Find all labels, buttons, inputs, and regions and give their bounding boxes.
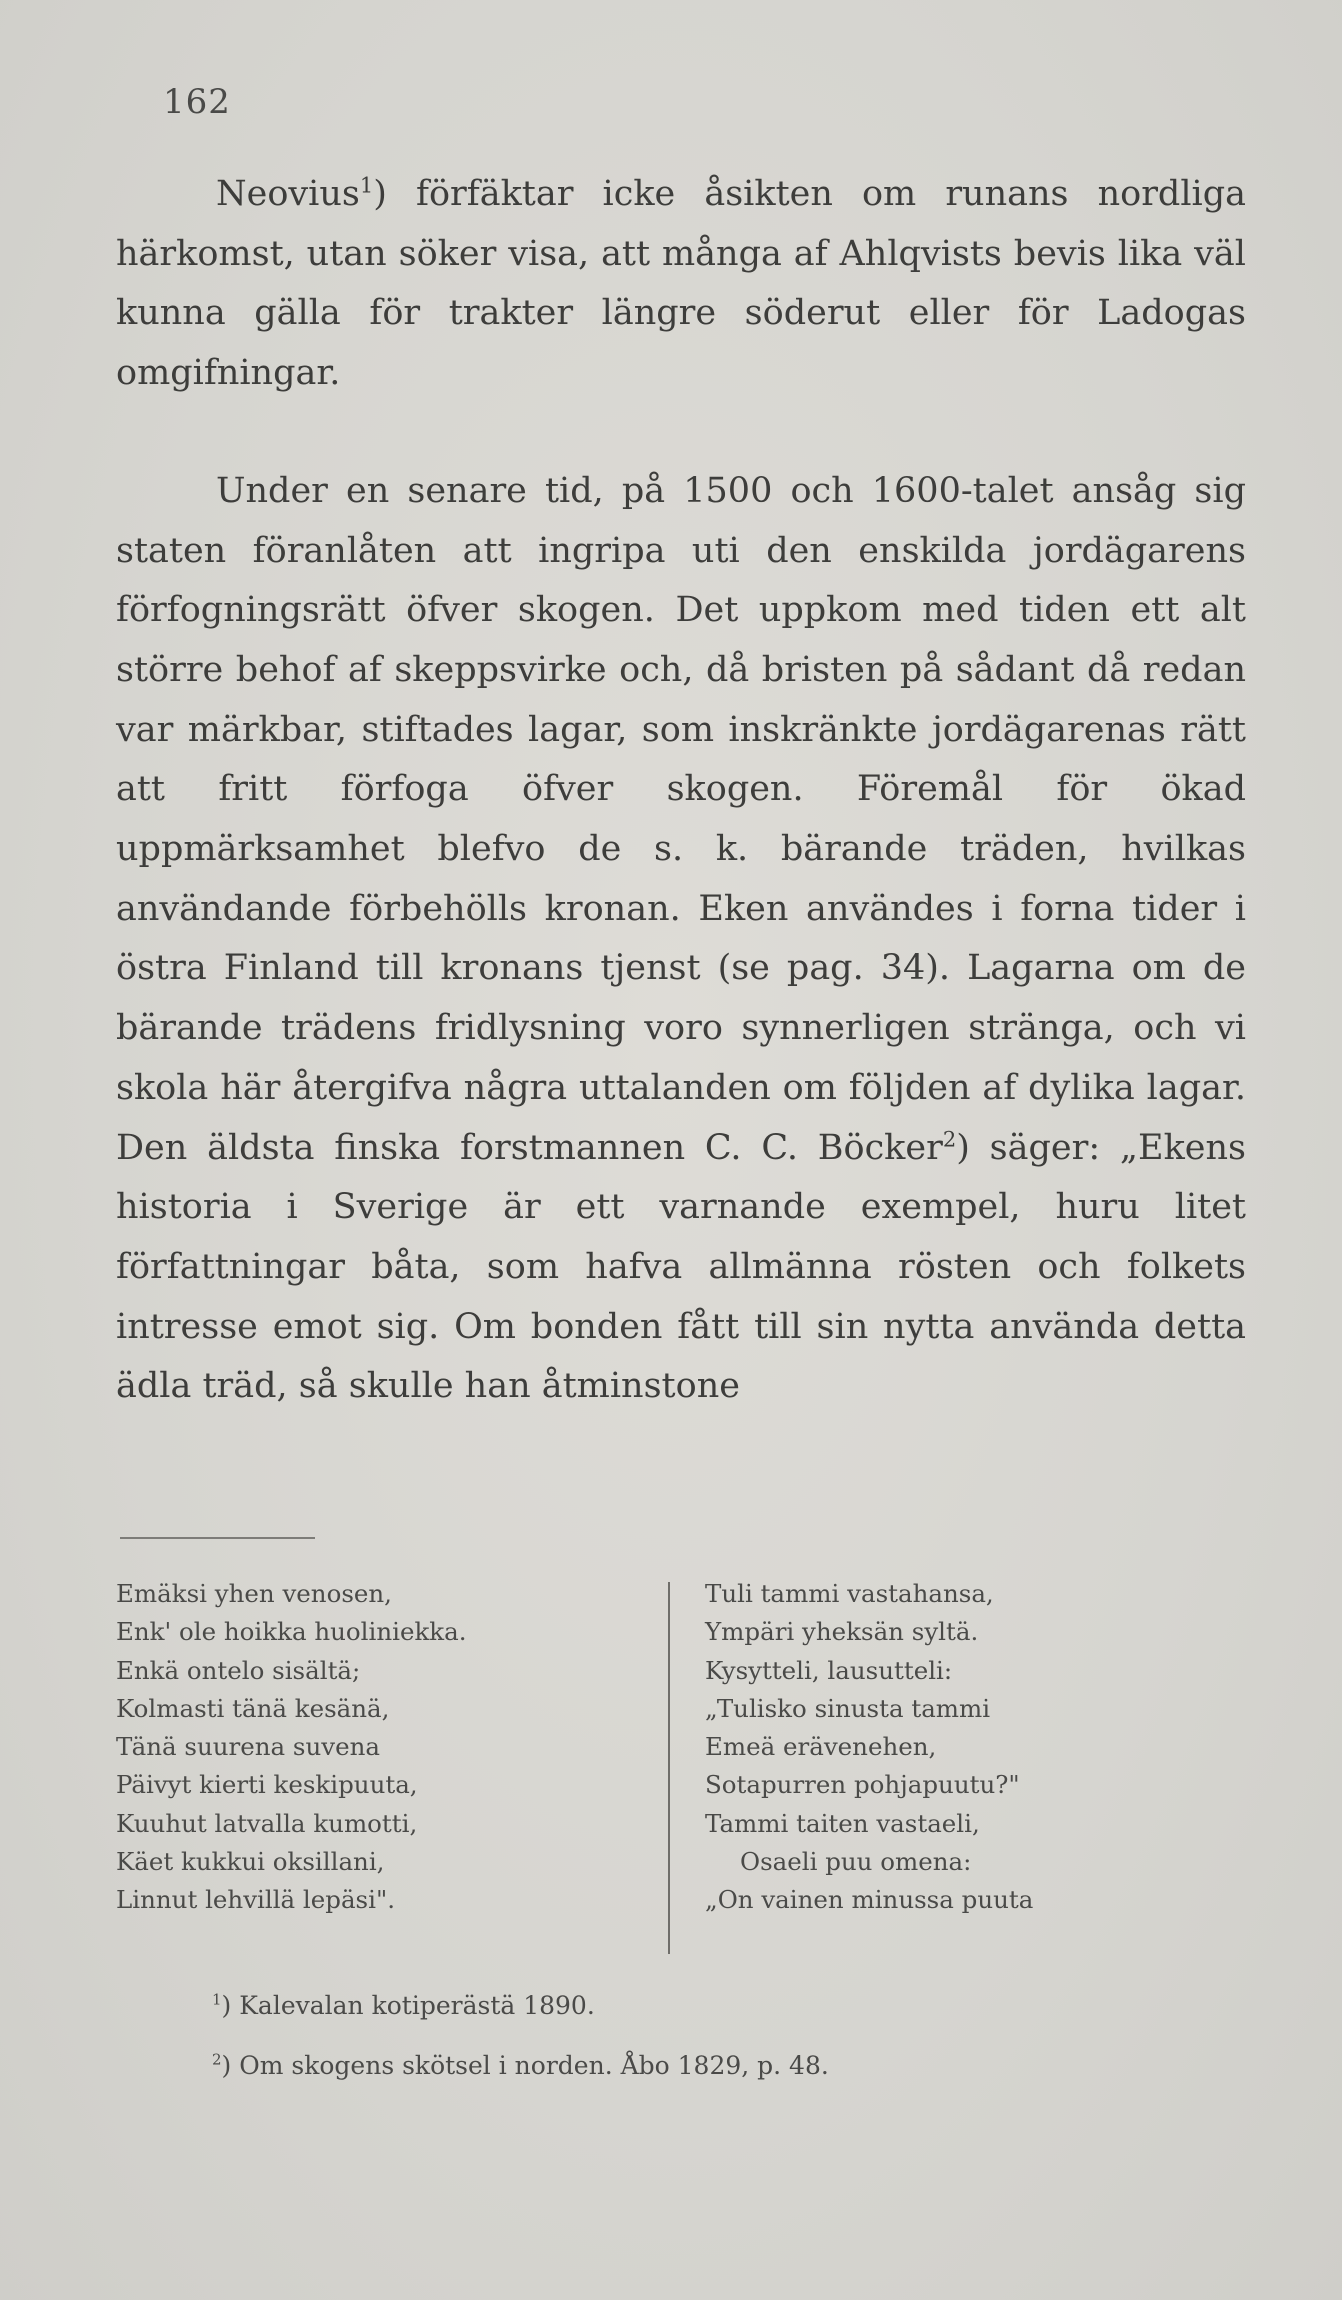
poem-line: Kysytteli, lausutteli:	[705, 1655, 953, 1685]
poem-line: „Tulisko sinusta tammi	[705, 1693, 991, 1723]
poem-line: Emeä erävenehen,	[705, 1732, 937, 1762]
paragraph-2	[116, 462, 1246, 1417]
poem-column-right	[705, 1575, 1265, 1920]
footnote-mark: 2	[212, 2050, 222, 2069]
paragraph-2-text-a: Under en senare tid, på 1500 och 1600-talet ansåg sig staten föranlåten att ingripa uti den enskilda jordägarens förfogningsrätt öfver skogen. Det uppkom med tiden ett alt större behof af skeppsvirke och, då bristen på sådant då redan var märkbar, stiftades lagar, som inskränkte jordägarenas rätt att fritt förfoga öfver skogen. Föremål för ökad uppmärksamhet blefvo de s. k. bärande träden, hvilkas användande förbehölls kronan. Eken användes i forna tider i östra Finland till kronans tjenst (se pag. 34). Lagarna om de bärande trädens fridlysning voro synnerligen stränga, och vi skola här återgifva några uttalanden om följden af dylika lagar. Den äldsta finska forstmannen C. C. Böcker	[116, 470, 1246, 1168]
poem-line: Sotapurren pohjapuutu?"	[705, 1770, 1020, 1800]
poem-line: Ympäri yheksän syltä.	[705, 1617, 979, 1647]
paragraph-2-text-b: ) säger: „Ekens historia i Sverige är ett varnande exempel, huru litet författningar båta, som hafva allmänna rösten och folkets intresse emot sig. Om bonden fått till sin nytta använda detta ädla träd, så skulle han åtminstone	[116, 1127, 1246, 1407]
footnote-text: ) Om skogens skötsel i norden. Åbo 1829, p. 48.	[221, 2051, 829, 2080]
poem-column-divider	[668, 1582, 670, 1954]
paragraph-1	[116, 165, 1246, 404]
poem-line: „On vainen minussa puuta	[705, 1885, 1034, 1915]
footnote-text: ) Kalevalan kotiperästä 1890.	[221, 1991, 595, 2020]
poem-line: Päivyt kierti keskipuuta,	[116, 1770, 418, 1800]
footnote-2	[212, 2036, 829, 2096]
poem-line: Kuuhut latvalla kumotti,	[116, 1808, 418, 1838]
poem-line: Käet kukkui oksillani,	[116, 1847, 385, 1877]
poem-column-left	[116, 1575, 656, 1920]
main-text	[116, 165, 1246, 1417]
footnotes	[212, 1976, 829, 2096]
footnote-mark: 1	[212, 1990, 222, 2009]
poem-line: Kolmasti tänä kesänä,	[116, 1693, 390, 1723]
footnote-ref-2: 2	[942, 1126, 957, 1151]
poem-line: Emäksi yhen venosen,	[116, 1579, 392, 1608]
paragraph-1-text: ) förfäktar icke åsikten om runans nordliga härkomst, utan söker visa, att många af Ahlqvists bevis lika väl kunna gälla för trakter längre söderut eller för Ladogas omgifningar.	[116, 174, 1246, 394]
poem-line: Tuli tammi vastahansa,	[705, 1579, 994, 1608]
footnote-1	[212, 1976, 829, 2036]
footnote-separator	[120, 1537, 315, 1539]
author-name: Neovius	[216, 174, 360, 214]
poem-line: Enkä ontelo sisältä;	[116, 1655, 361, 1685]
poem-line: Linnut lehvillä lepäsi".	[116, 1885, 396, 1915]
poem-line: Osaeli puu omena:	[740, 1847, 972, 1877]
poem-line: Tänä suurena suvena	[116, 1732, 381, 1762]
poem-line: Tammi taiten vastaeli,	[705, 1808, 980, 1838]
footnote-ref-1: 1	[359, 173, 374, 198]
poem-line: Enk' ole hoikka huoliniekka.	[116, 1617, 467, 1647]
page-number: 162	[163, 82, 231, 122]
